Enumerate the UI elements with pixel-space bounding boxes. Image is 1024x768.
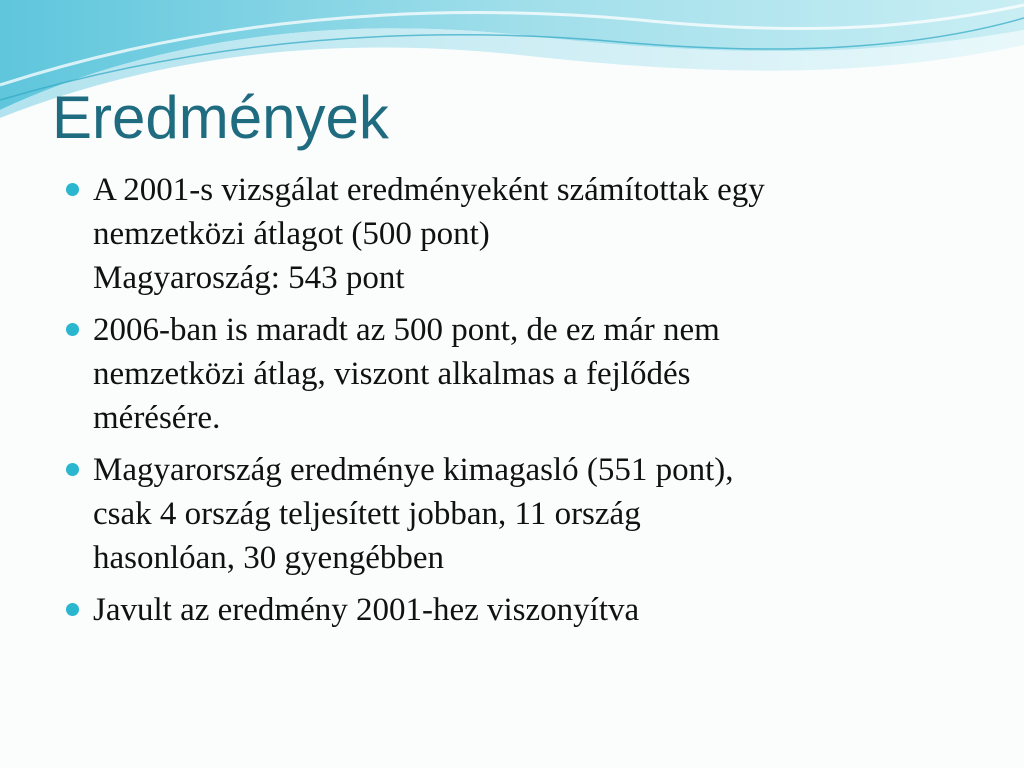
bullet-text-line: Javult az eredmény 2001-hez viszonyítva: [93, 592, 640, 628]
bullet-text-line: 2006-ban is maradt az 500 pont, de ez már nem: [93, 312, 720, 348]
bullet-dot-icon: [66, 323, 79, 336]
bullet-text-line: Magyaroszág: 543 pont: [93, 260, 405, 296]
bullet-dot-icon: [66, 603, 79, 616]
bullet-text-line: nemzetközi átlag, viszont alkalmas a fejlődés: [93, 356, 691, 392]
bullet-text-line: mérésére.: [93, 400, 221, 436]
slide-title: Eredmények: [52, 84, 389, 151]
bullet-text-line: nemzetközi átlagot (500 pont): [93, 216, 490, 252]
bullet-list: [66, 168, 966, 640]
bullet-item: [66, 448, 966, 580]
bullet-text-line: Magyarország eredménye kimagasló (551 pont),: [93, 452, 734, 488]
bullet-item: [66, 168, 966, 300]
bullet-text-line: A 2001-s vizsgálat eredményeként számítottak egy: [93, 172, 765, 208]
bullet-dot-icon: [66, 183, 79, 196]
bullet-text-line: hasonlóan, 30 gyengébben: [93, 540, 444, 576]
bullet-item: [66, 588, 966, 632]
bullet-dot-icon: [66, 463, 79, 476]
bullet-item: [66, 308, 966, 440]
bullet-text-line: csak 4 ország teljesített jobban, 11 ország: [93, 496, 641, 532]
